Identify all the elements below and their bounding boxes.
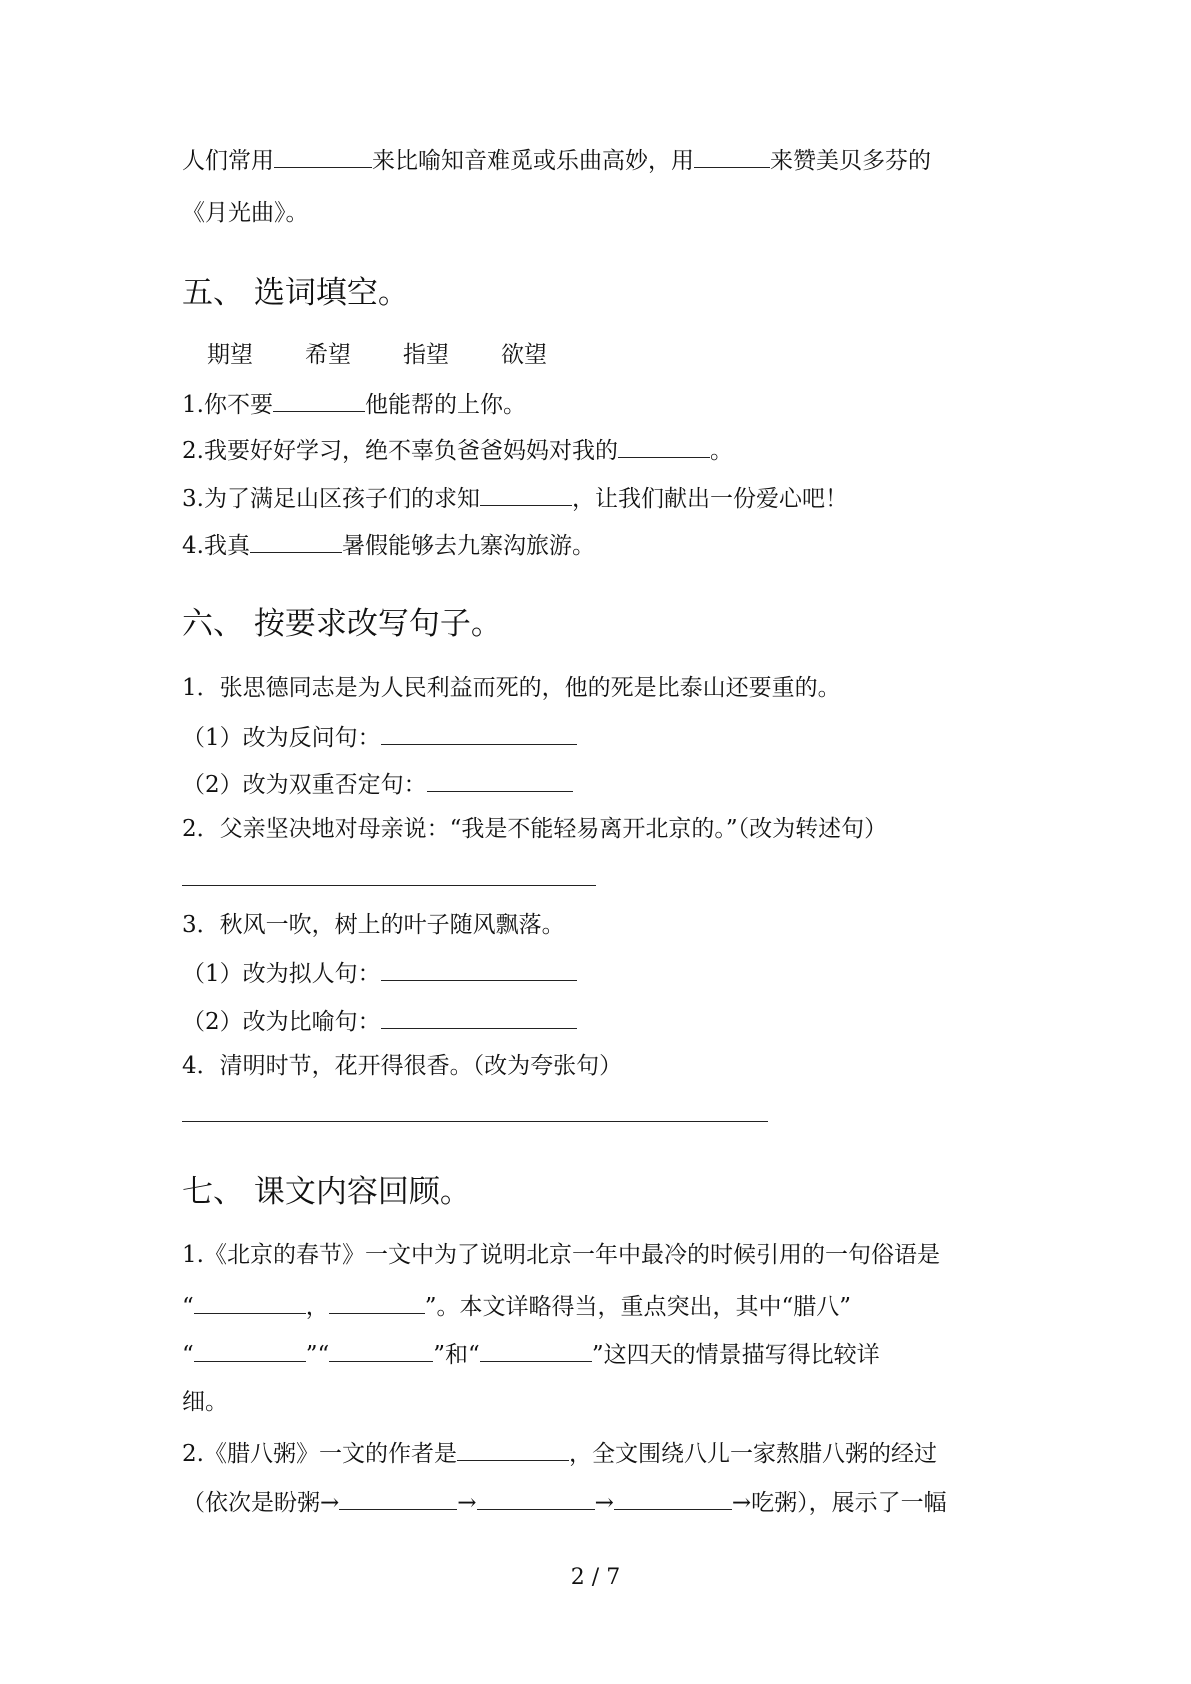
question-6-3-2: （2）改为比喻句：: [182, 1004, 577, 1037]
blank[interactable]: [457, 1436, 569, 1461]
blank[interactable]: [618, 433, 710, 458]
blank[interactable]: [329, 1337, 433, 1362]
answer-line[interactable]: [182, 1121, 768, 1122]
section-7-heading: 七、 课文内容回顾。: [182, 1174, 471, 1210]
question-7-1-line-2: “ ， ”。本文详略得当，重点突出，其中“腊八”: [182, 1289, 851, 1322]
question-7-1-line-3: “ ”“ ”和“ ”这四天的情景描写得比较详: [182, 1337, 880, 1370]
question-7-1-line-4: 细。: [182, 1389, 228, 1415]
answer-line[interactable]: [182, 885, 596, 886]
answer-line[interactable]: [381, 720, 577, 745]
word-option: 期望: [207, 342, 253, 368]
answer-line[interactable]: [381, 1004, 577, 1029]
question-5-2: 2.我要好好学习，绝不辜负爸爸妈妈对我的 。: [182, 433, 733, 466]
question-6-1-2: （2）改为双重否定句：: [182, 767, 573, 800]
blank[interactable]: [329, 1289, 425, 1314]
question-5-4: 4.我真 暑假能够去九寨沟旅游。: [182, 528, 595, 561]
word-option: 指望: [403, 342, 449, 368]
word-option: 希望: [305, 342, 351, 368]
blank[interactable]: [480, 1337, 592, 1362]
blank[interactable]: [694, 143, 770, 168]
blank[interactable]: [339, 1485, 457, 1510]
section-6-heading: 六、 按要求改写句子。: [182, 606, 502, 642]
answer-line[interactable]: [427, 767, 573, 792]
question-6-1: 1．张思德同志是为人民利益而死的，他的死是比泰山还要重的。: [182, 675, 841, 701]
word-option: 欲望: [501, 342, 547, 368]
question-7-2-line-1: 2.《腊八粥》一文的作者是 ，全文围绕八儿一家熬腊八粥的经过: [182, 1436, 937, 1469]
answer-line[interactable]: [381, 956, 577, 981]
question-5-3: 3.为了满足山区孩子们的求知 ，让我们献出一份爱心吧！: [182, 481, 848, 514]
question-6-4: 4．清明时节，花开得很香。（改为夸张句）: [182, 1053, 623, 1079]
word-bank: [207, 340, 599, 370]
question-6-3-1: （1）改为拟人句：: [182, 956, 577, 989]
blank[interactable]: [480, 481, 572, 506]
question-6-3: 3．秋风一吹，树上的叶子随风飘落。: [182, 912, 565, 938]
question-7-1-line-1: 1.《北京的春节》一文中为了说明北京一年中最冷的时候引用的一句俗语是: [182, 1242, 940, 1268]
blank[interactable]: [477, 1485, 595, 1510]
blank[interactable]: [194, 1337, 306, 1362]
page-number: 2 / 7: [570, 1565, 621, 1590]
question-7-2-line-2: （依次是盼粥→ → → →吃粥），展示了一幅: [182, 1485, 947, 1518]
blank[interactable]: [614, 1485, 732, 1510]
blank[interactable]: [273, 387, 365, 412]
blank[interactable]: [250, 528, 342, 553]
question-5-1: 1.你不要 他能帮的上你。: [182, 387, 526, 420]
intro-line-2: 《月光曲》。: [182, 200, 309, 226]
intro-line-1: 人们常用 来比喻知音难觅或乐曲高妙，用 来赞美贝多芬的: [182, 143, 931, 176]
question-6-1-1: （1）改为反问句：: [182, 720, 577, 753]
blank[interactable]: [274, 143, 372, 168]
section-5-heading: 五、 选词填空。: [182, 275, 409, 311]
blank[interactable]: [194, 1289, 306, 1314]
question-6-2: 2．父亲坚决地对母亲说：“我是不能轻易离开北京的。”（改为转述句）: [182, 816, 888, 842]
